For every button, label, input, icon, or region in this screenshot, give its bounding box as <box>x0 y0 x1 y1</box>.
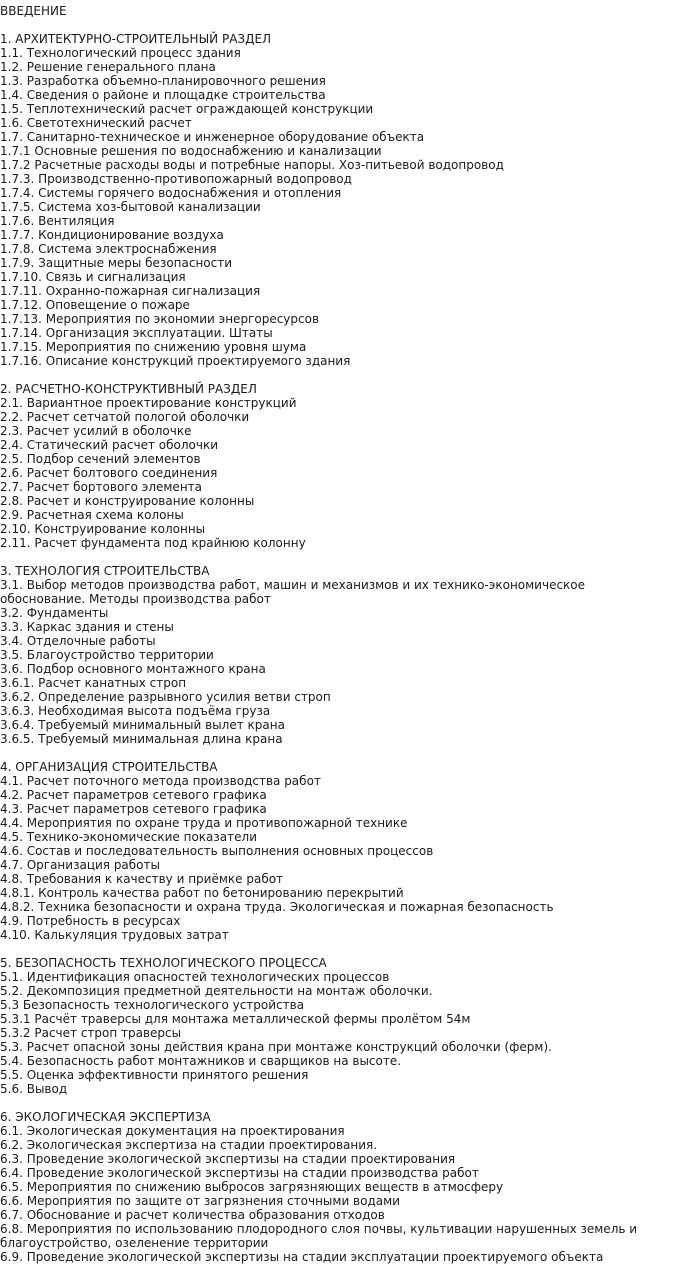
toc-item: 6.2. Экологическая экспертиза на стадии проектирования. <box>0 1138 378 1152</box>
toc-item: 1.7.1 Основные решения по водоснабжению и канализации <box>0 144 382 158</box>
toc-item: 3.3. Каркас здания и стены <box>0 620 174 634</box>
toc-item: 1.7.6. Вентиляция <box>0 214 115 228</box>
toc-item: 1.7.7. Кондиционирование воздуха <box>0 228 224 242</box>
toc-item: 4.8. Требования к качеству и приёмке работ <box>0 872 284 886</box>
toc-item: 2.7. Расчет бортового элемента <box>0 480 203 494</box>
toc-item: 1.7.3. Производственно-противопожарный водопровод <box>0 172 352 186</box>
toc-item: 1.7.9. Защитные меры безопасности <box>0 256 233 270</box>
toc-item: 1.3. Разработка объемно-планировочного решения <box>0 74 326 88</box>
toc-item: 1.7.8. Система электроснабжения <box>0 242 217 256</box>
toc-item: 4.2. Расчет параметров сетевого графика <box>0 788 267 802</box>
toc-item: 2.5. Подбор сечений элементов <box>0 452 201 466</box>
toc-item: 5.3 Безопасность технологического устройства <box>0 998 305 1012</box>
toc-item: 1.6. Светотехнический расчет <box>0 116 192 130</box>
toc-item: 1.7.2 Расчетные расходы воды и потребные напоры. Хоз-питьевой водопровод <box>0 158 504 172</box>
toc-item: 3.6.2. Определение разрывного усилия ветви строп <box>0 690 331 704</box>
toc-item: 5.3.2 Расчет строп траверсы <box>0 1026 182 1040</box>
toc-item: 6.8. Мероприятия по использованию плодородного слоя почвы, культивации нарушенных земель и благоустройство, озеленение территории <box>0 1222 638 1250</box>
toc-item: 1.7.4. Системы горячего водоснабжения и отопления <box>0 186 342 200</box>
toc-item: 3.6. Подбор основного монтажного крана <box>0 662 266 676</box>
toc-item: 2.8. Расчет и конструирование колонны <box>0 494 255 508</box>
toc-item: 6.7. Обоснование и расчет количества образования отходов <box>0 1208 385 1222</box>
toc-item: 4.6. Состав и последовательность выполнения основных процессов <box>0 844 434 858</box>
toc-item: 4.9. Потребность в ресурсах <box>0 914 181 928</box>
toc-item: 3.2. Фундаменты <box>0 606 109 620</box>
toc-item: 4.3. Расчет параметров сетевого графика <box>0 802 267 816</box>
toc-item: 6.5. Мероприятия по снижению выбросов загрязняющих веществ в атмосферу <box>0 1180 504 1194</box>
toc-item: 6.3. Проведение экологической экспертизы на стадии проектирования <box>0 1152 456 1166</box>
toc-item: 3.6.5. Требуемый минимальная длина крана <box>0 732 283 746</box>
toc-item: 4.8.2. Техника безопасности и охрана труда. Экологическая и пожарная безопасность <box>0 900 554 914</box>
toc-item: 1.7.16. Описание конструкций проектируемого здания <box>0 354 351 368</box>
toc-item: 1.7.14. Организация эксплуатации. Штаты <box>0 326 273 340</box>
toc-item: 2.4. Статический расчет оболочки <box>0 438 219 452</box>
toc-item: 1.7.13. Мероприятия по экономии энергоресурсов <box>0 312 320 326</box>
section-heading: 6. ЭКОЛОГИЧЕСКАЯ ЭКСПЕРТИЗА <box>0 1110 211 1124</box>
section-heading: 2. РАСЧЕТНО-КОНСТРУКТИВНЫЙ РАЗДЕЛ <box>0 382 257 396</box>
toc-item: 3.5. Благоустройство территории <box>0 648 214 662</box>
toc-item: 6.6. Мероприятия по защите от загрязнения сточными водами <box>0 1194 400 1208</box>
toc-item: 4.7. Организация работы <box>0 858 160 872</box>
toc-item: 3.1. Выбор методов производства работ, машин и механизмов и их технико-экономическое обоснование. Методы производства работ <box>0 578 586 606</box>
toc-item: 4.8.1. Контроль качества работ по бетонированию перекрытий <box>0 886 404 900</box>
toc-item: 1.4. Сведения о районе и площадке строительства <box>0 88 326 102</box>
toc-item: 6.9. Проведение экологической экспертизы на стадии эксплуатации проектируемого объекта <box>0 1250 604 1264</box>
toc-item: 5.3.1 Расчёт траверсы для монтажа металлической фермы пролётом 54м <box>0 1012 471 1026</box>
toc-item: 1.7.10. Связь и сигнализация <box>0 270 186 284</box>
toc-item: 4.5. Технико-экономические показатели <box>0 830 257 844</box>
toc-item: 1.7.11. Охранно-пожарная сигнализация <box>0 284 261 298</box>
toc-item: 5.5. Оценка эффективности принятого решения <box>0 1068 309 1082</box>
toc-item: 3.6.3. Необходимая высота подъёма груза <box>0 704 271 718</box>
toc-item: 2.9. Расчетная схема колоны <box>0 508 184 522</box>
section-heading: 4. ОРГАНИЗАЦИЯ СТРОИТЕЛЬСТВА <box>0 760 218 774</box>
section-heading: 3. ТЕХНОЛОГИЯ СТРОИТЕЛЬСТВА <box>0 564 210 578</box>
toc-item: 5.2. Декомпозиция предметной деятельности на монтаж оболочки. <box>0 984 433 998</box>
toc-item: 5.6. Вывод <box>0 1082 68 1096</box>
toc-item: 1.5. Теплотехнический расчет ограждающей конструкции <box>0 102 374 116</box>
toc-item: 1.2. Решение генерального плана <box>0 60 216 74</box>
toc-item: 2.6. Расчет болтового соединения <box>0 466 218 480</box>
toc-item: 6.4. Проведение экологической экспертизы на стадии производства работ <box>0 1166 479 1180</box>
toc-item: 3.4. Отделочные работы <box>0 634 156 648</box>
toc-item: 1.7.5. Система хоз-бытовой канализации <box>0 200 261 214</box>
toc-item: 2.3. Расчет усилий в оболочке <box>0 424 192 438</box>
toc-item: 2.11. Расчет фундамента под крайнюю колонну <box>0 536 306 550</box>
toc-item: 2.2. Расчет сетчатой пологой оболочки <box>0 410 250 424</box>
intro-heading: ВВЕДЕНИЕ <box>0 4 67 18</box>
toc-item: 6.1. Экологическая документация на проектирования <box>0 1124 345 1138</box>
toc-item: 4.1. Расчет поточного метода производства работ <box>0 774 321 788</box>
toc-item: 2.1. Вариантное проектирование конструкций <box>0 396 297 410</box>
section-heading: 1. АРХИТЕКТУРНО-СТРОИТЕЛЬНЫЙ РАЗДЕЛ <box>0 32 272 46</box>
toc-item: 1.7.12. Оповещение о пожаре <box>0 298 190 312</box>
toc-item: 5.3. Расчет опасной зоны действия крана при монтаже конструкций оболочки (ферм). <box>0 1040 552 1054</box>
toc-item: 5.4. Безопасность работ монтажников и сварщиков на высоте. <box>0 1054 402 1068</box>
toc-item: 4.4. Мероприятия по охране труда и противопожарной технике <box>0 816 408 830</box>
toc-item: 1.1. Технологический процесс здания <box>0 46 241 60</box>
toc-item: 5.1. Идентификация опасностей технологических процессов <box>0 970 390 984</box>
toc-item: 4.10. Калькуляция трудовых затрат <box>0 928 229 942</box>
section-heading: 5. БЕЗОПАСНОСТЬ ТЕХНОЛОГИЧЕСКОГО ПРОЦЕССА <box>0 956 327 970</box>
toc-item: 1.7.15. Мероприятия по снижению уровня шума <box>0 340 307 354</box>
toc-item: 3.6.4. Требуемый минимальный вылет крана <box>0 718 285 732</box>
toc-item: 1.7. Санитарно-техническое и инженерное оборудование объекта <box>0 130 425 144</box>
toc-item: 2.10. Конструирование колонны <box>0 522 206 536</box>
toc-item: 3.6.1. Расчет канатных строп <box>0 676 187 690</box>
